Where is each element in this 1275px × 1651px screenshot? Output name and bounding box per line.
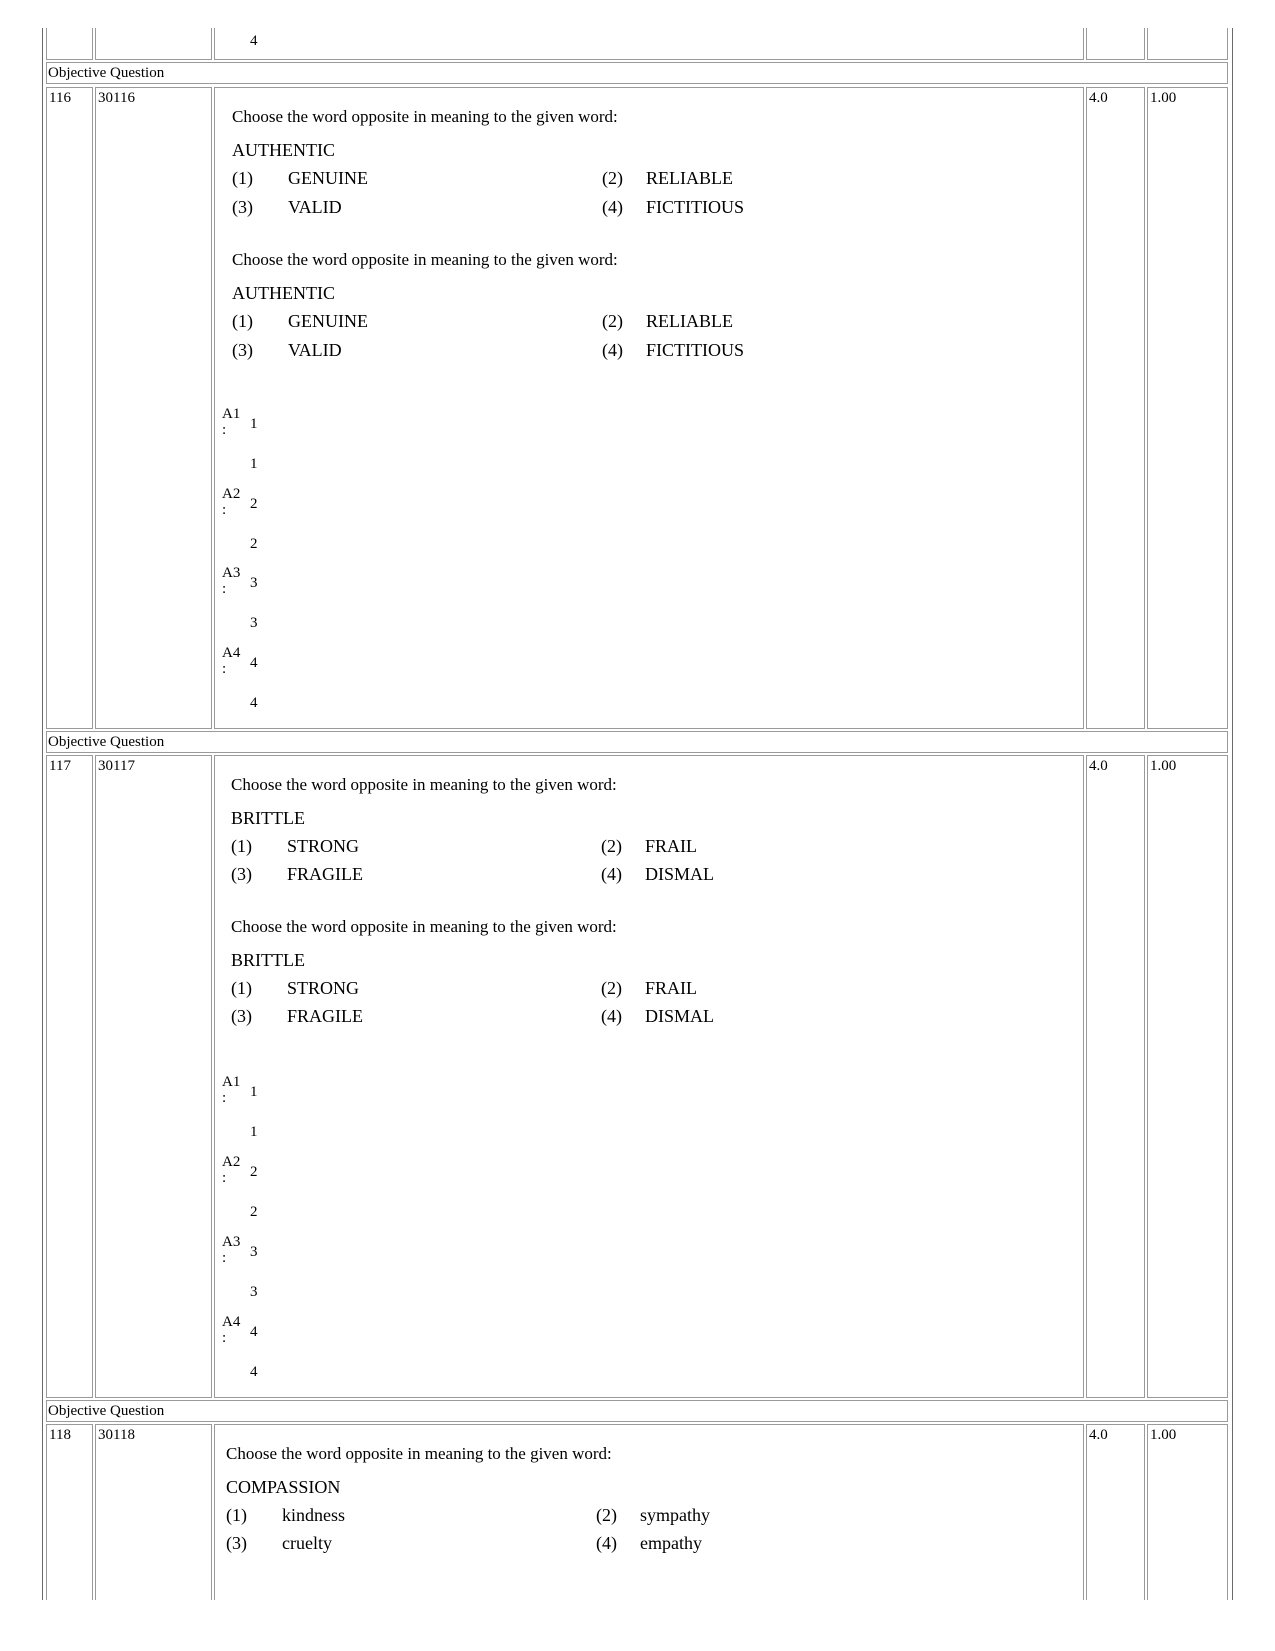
answer-colon: :: [222, 1330, 227, 1346]
question-marks-cell: [1086, 87, 1145, 729]
section-header: [46, 62, 1228, 84]
question-serial: 116: [49, 90, 71, 106]
answer-sub: 3: [250, 1284, 258, 1300]
answer-label: A3: [222, 565, 241, 581]
top-content-cell: [214, 28, 1084, 60]
question-negative-cell: [1147, 1424, 1228, 1600]
answer-sub: 1: [250, 1124, 258, 1140]
outer-border-left: [42, 28, 43, 1600]
option-number: (4): [602, 340, 623, 360]
question-id-cell: [95, 755, 212, 1398]
answer-sub: 2: [250, 536, 258, 552]
option-text: kindness: [282, 1505, 345, 1525]
answer-label: A1: [222, 406, 241, 422]
option-text: GENUINE: [288, 311, 368, 331]
question-word: AUTHENTIC: [232, 140, 335, 160]
question-negative-marks: 1.00: [1150, 758, 1177, 774]
option-text: FRAGILE: [287, 1006, 363, 1026]
question-prompt: Choose the word opposite in meaning to the given word:: [232, 107, 618, 126]
option-number: (4): [596, 1533, 617, 1553]
option-text: VALID: [288, 340, 342, 360]
question-negative-marks: 1.00: [1150, 90, 1177, 106]
outer-border-right: [1232, 28, 1233, 1600]
section-label: Objective Question: [48, 65, 165, 81]
option-text: GENUINE: [288, 168, 368, 188]
answer-label: A1: [222, 1074, 241, 1090]
option-number: (2): [601, 978, 622, 998]
answer-label: A4: [222, 645, 241, 661]
option-text: FRAIL: [645, 978, 698, 998]
answer-sub: 2: [250, 1204, 258, 1220]
question-content-cell: [214, 1424, 1084, 1600]
question-serial-cell: [46, 1424, 93, 1600]
question-prompt: Choose the word opposite in meaning to the given word:: [226, 1444, 612, 1463]
answer-colon: :: [222, 502, 227, 518]
answer-colon: :: [222, 661, 227, 677]
option-text: empathy: [640, 1533, 702, 1553]
question-content-cell: [214, 755, 1084, 1398]
answer-colon: :: [222, 422, 227, 438]
question-word: BRITTLE: [231, 808, 305, 828]
question-marks: 4.0: [1089, 90, 1108, 106]
question-word: AUTHENTIC: [232, 283, 335, 303]
section-label: Objective Question: [48, 734, 165, 750]
option-text: RELIABLE: [646, 311, 733, 331]
option-text: FICTITIOUS: [646, 340, 744, 360]
option-number: (3): [231, 1006, 252, 1026]
question-prompt: Choose the word opposite in meaning to the given word:: [231, 917, 617, 936]
option-number: (4): [601, 1006, 622, 1026]
option-number: (2): [602, 168, 623, 188]
option-number: (3): [231, 864, 252, 884]
question-id-cell: [95, 1424, 212, 1600]
answer-sub: 1: [250, 456, 258, 472]
question-id: 30117: [98, 758, 135, 774]
question-negative-cell: [1147, 87, 1228, 729]
answer-sub: 3: [250, 615, 258, 631]
question-word: COMPASSION: [226, 1477, 341, 1497]
option-number: (1): [231, 836, 252, 856]
answer-colon: :: [222, 1250, 227, 1266]
answer-sub: 4: [250, 1364, 258, 1380]
top-answer-fragment: 4: [250, 33, 258, 49]
answer-value: 4: [250, 655, 258, 671]
option-text: FRAIL: [645, 836, 698, 856]
option-number: (3): [232, 197, 253, 217]
option-text: STRONG: [287, 836, 360, 856]
answer-sub: 4: [250, 695, 258, 711]
question-id: 30118: [98, 1427, 135, 1443]
top-id-cell: [95, 28, 212, 60]
option-number: (1): [232, 168, 253, 188]
question-marks-cell: [1086, 1424, 1145, 1600]
question-content-cell: [214, 87, 1084, 729]
question-serial: 117: [49, 758, 71, 774]
option-text: DISMAL: [645, 864, 715, 884]
question-serial: 118: [49, 1427, 71, 1443]
option-text: sympathy: [640, 1505, 710, 1525]
answer-label: A3: [222, 1234, 241, 1250]
option-number: (1): [232, 311, 253, 331]
option-number: (2): [596, 1505, 617, 1525]
option-text: VALID: [288, 197, 342, 217]
answer-value: 1: [250, 1084, 258, 1100]
option-number: (2): [601, 836, 622, 856]
option-number: (3): [232, 340, 253, 360]
section-header: [46, 731, 1228, 753]
top-serial-cell: [46, 28, 93, 60]
section-header: [46, 1400, 1228, 1422]
answer-colon: :: [222, 581, 227, 597]
option-text: DISMAL: [645, 1006, 715, 1026]
question-marks: 4.0: [1089, 1427, 1108, 1443]
answer-value: 4: [250, 1324, 258, 1340]
answer-colon: :: [222, 1170, 227, 1186]
answer-colon: :: [222, 1090, 227, 1106]
answer-label: A2: [222, 1154, 241, 1170]
answer-value: 3: [250, 575, 258, 591]
answer-label: A4: [222, 1314, 241, 1330]
question-negative-cell: [1147, 755, 1228, 1398]
question-word: BRITTLE: [231, 950, 305, 970]
answer-value: 1: [250, 416, 258, 432]
option-number: (3): [226, 1533, 247, 1553]
question-serial-cell: [46, 87, 93, 729]
question-marks-cell: [1086, 755, 1145, 1398]
option-number: (1): [226, 1505, 247, 1525]
question-id-cell: [95, 87, 212, 729]
question-marks: 4.0: [1089, 758, 1108, 774]
section-label: Objective Question: [48, 1403, 165, 1419]
option-text: cruelty: [282, 1533, 332, 1553]
option-number: (2): [602, 311, 623, 331]
option-text: RELIABLE: [646, 168, 733, 188]
answer-value: 2: [250, 496, 258, 512]
answer-value: 2: [250, 1164, 258, 1180]
option-number: (1): [231, 978, 252, 998]
top-negative-cell: [1147, 28, 1228, 60]
option-number: (4): [602, 197, 623, 217]
option-text: FICTITIOUS: [646, 197, 744, 217]
option-number: (4): [601, 864, 622, 884]
option-text: STRONG: [287, 978, 360, 998]
answer-value: 3: [250, 1244, 258, 1260]
question-prompt: Choose the word opposite in meaning to the given word:: [231, 775, 617, 794]
option-text: FRAGILE: [287, 864, 363, 884]
question-serial-cell: [46, 755, 93, 1398]
top-marks-cell: [1086, 28, 1145, 60]
question-prompt: Choose the word opposite in meaning to the given word:: [232, 250, 618, 269]
answer-label: A2: [222, 486, 241, 502]
question-negative-marks: 1.00: [1150, 1427, 1177, 1443]
question-id: 30116: [98, 90, 135, 106]
